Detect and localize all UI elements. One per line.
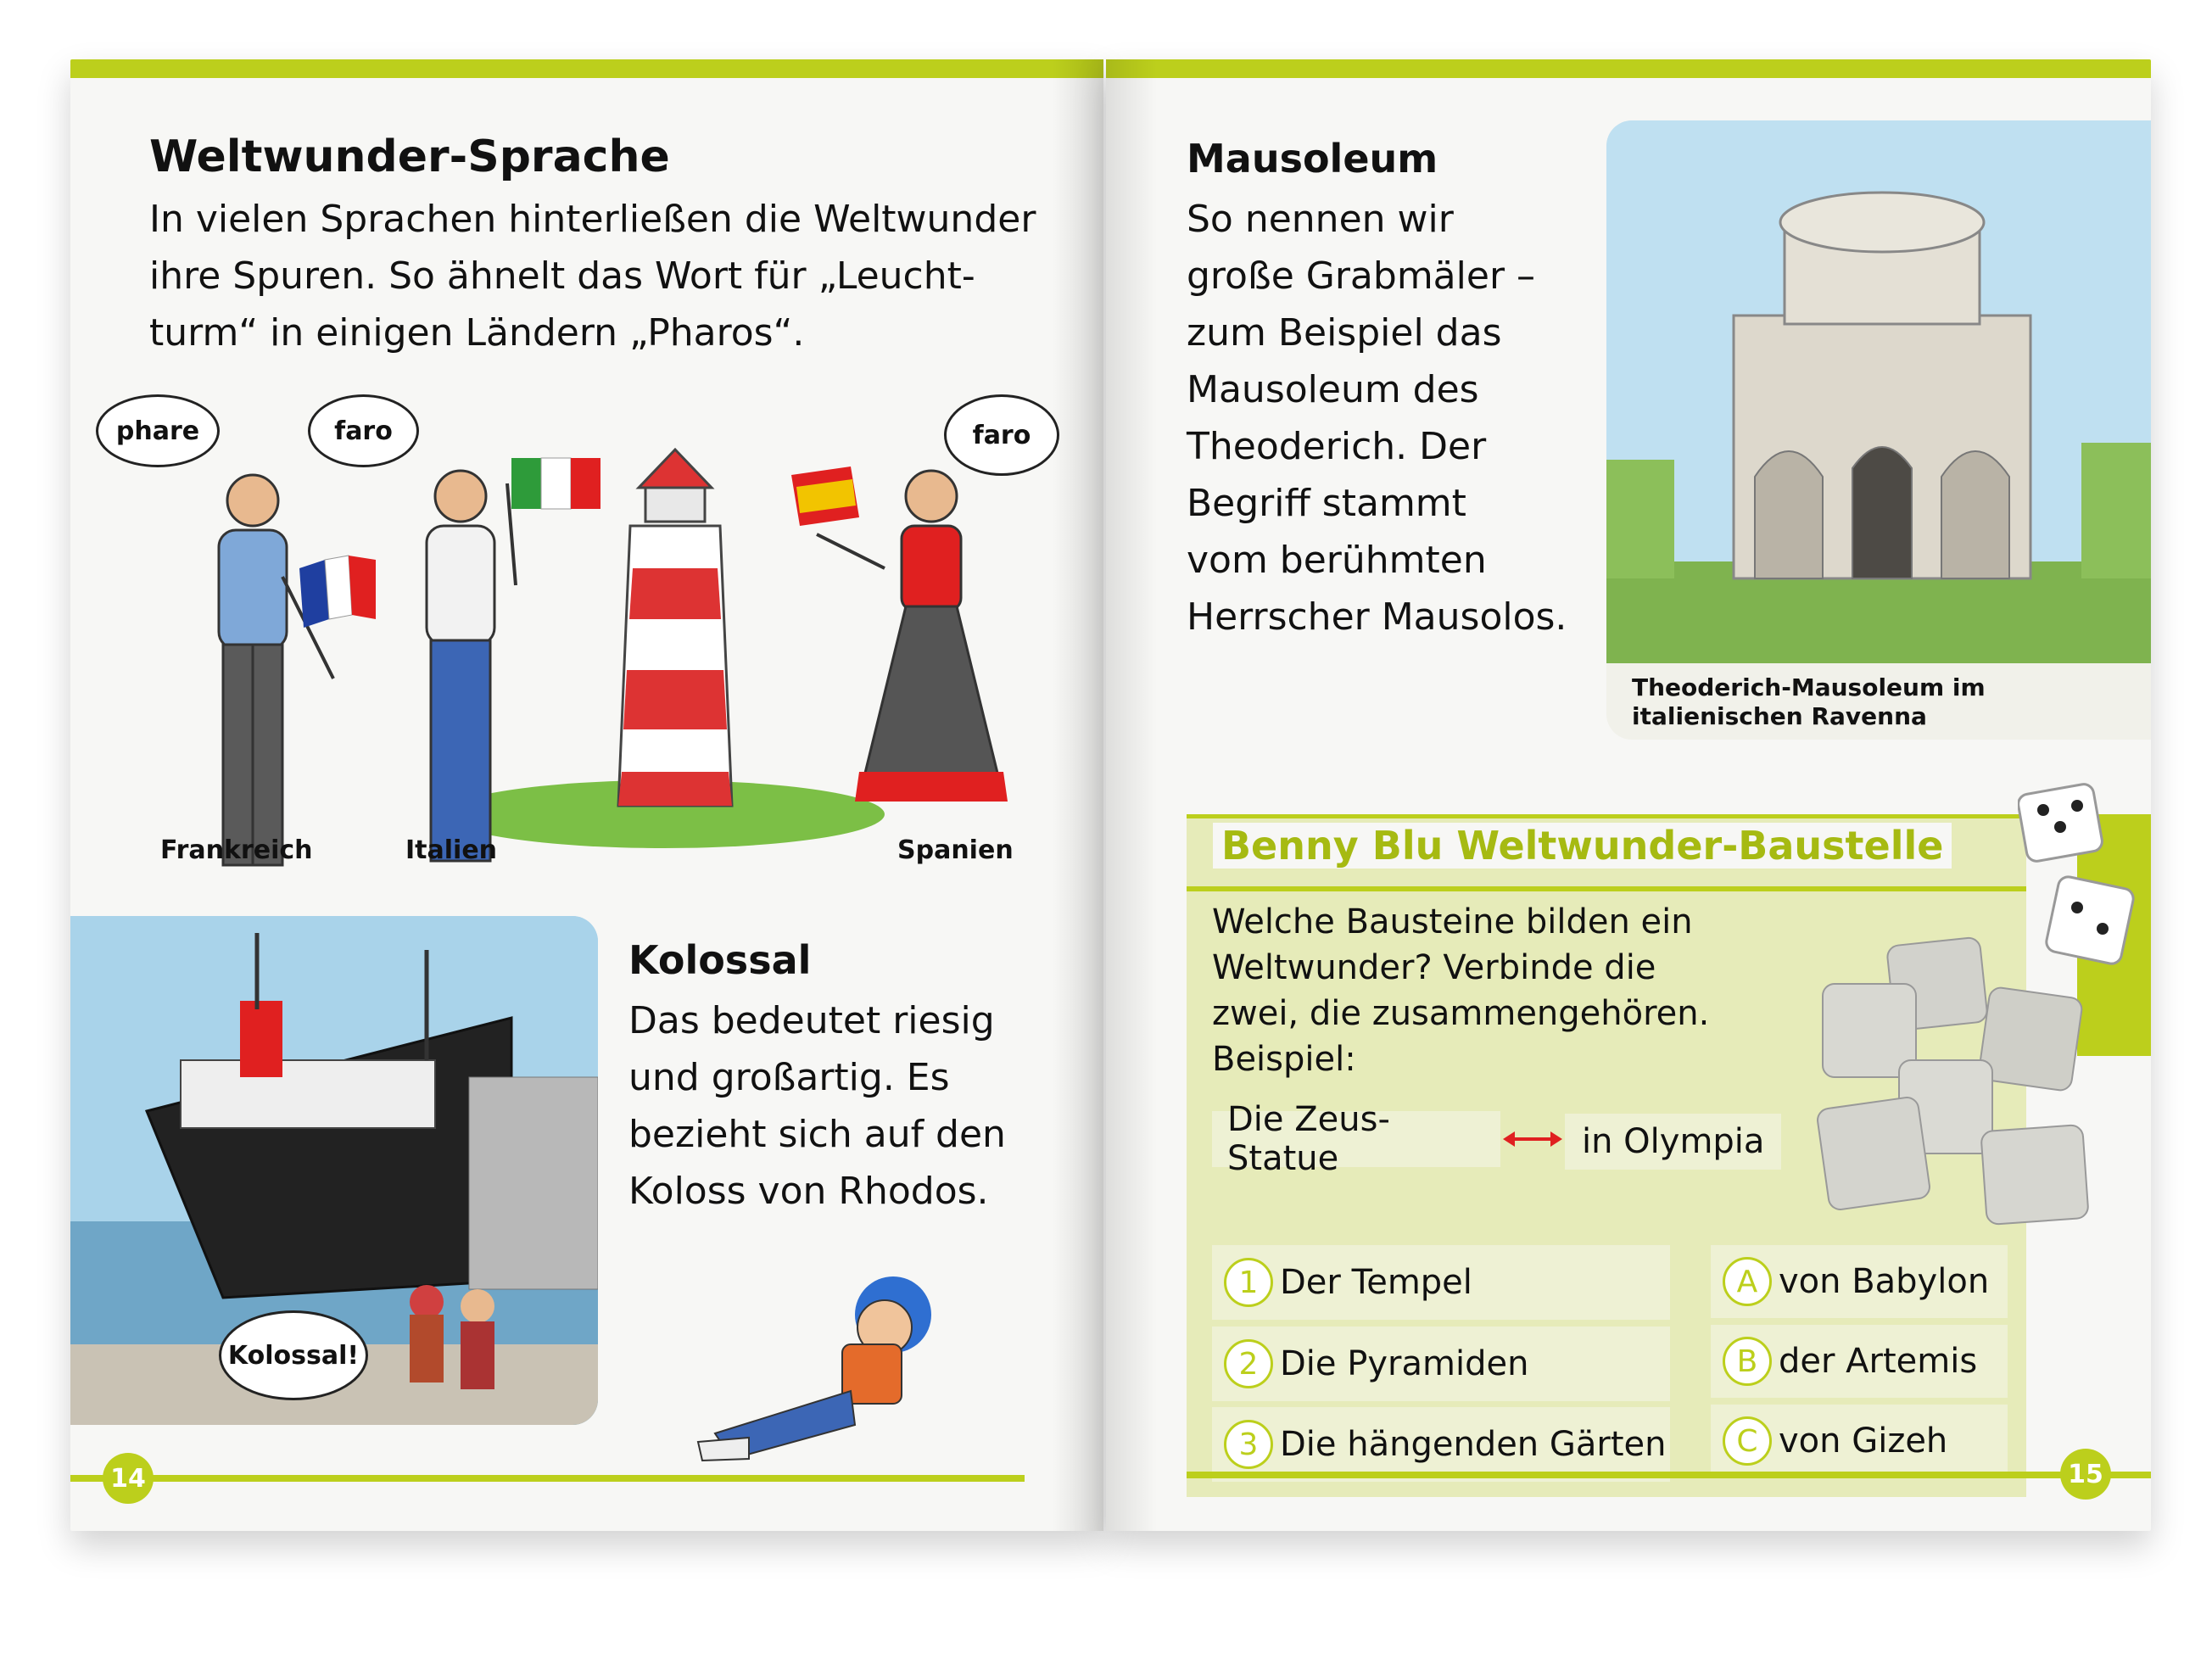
kolossal-line: Koloss von Rhodos. xyxy=(628,1170,989,1213)
top-green-band xyxy=(70,59,1103,78)
item-number-badge: 3 xyxy=(1224,1420,1273,1469)
kolossal-line: bezieht sich auf den xyxy=(628,1113,1006,1156)
top-green-band xyxy=(1106,59,2151,78)
spanish-flag-icon xyxy=(791,466,885,568)
photo-caption-line: italienischen Ravenna xyxy=(1632,702,1927,730)
item-text: der Artemis xyxy=(1779,1342,1978,1381)
example-right-cell: in Olympia xyxy=(1565,1114,1781,1170)
speech-bubble-faro-italy: faro xyxy=(308,394,419,467)
item-text: von Babylon xyxy=(1779,1262,1990,1301)
right-item-a[interactable] xyxy=(1711,1245,2008,1318)
mausoleum-photo xyxy=(1606,120,2151,740)
bottom-rule xyxy=(1187,1472,2151,1478)
gutter-shade xyxy=(1106,59,1157,1531)
section-title-weltwunder-sprache: Weltwunder-Sprache xyxy=(149,131,670,182)
mausoleum-line: große Grabmäler – xyxy=(1187,254,1536,298)
page-number-left: 14 xyxy=(103,1453,154,1504)
boy-character-illustration xyxy=(681,1264,952,1467)
puzzle-title-underline xyxy=(1187,886,2026,891)
puzzle-title: Benny Blu Weltwunder-Baustelle xyxy=(1213,823,1952,869)
stone-blocks-illustration xyxy=(1814,933,2094,1247)
italian-man-figure xyxy=(427,471,494,861)
puzzle-line: Welche Bausteine bilden ein xyxy=(1212,902,1693,941)
item-letter-badge: B xyxy=(1723,1337,1772,1386)
intro-line: turm“ in einigen Ländern „Pharos“. xyxy=(149,311,805,355)
caption-italien: Italien xyxy=(405,835,498,865)
kolossal-line: Das bedeutet riesig xyxy=(628,999,995,1042)
french-man-figure xyxy=(219,475,287,865)
item-number-badge: 1 xyxy=(1224,1258,1273,1307)
mausoleum-line: Theoderich. Der xyxy=(1187,425,1487,468)
item-letter-badge: C xyxy=(1723,1416,1772,1466)
left-item-1[interactable] xyxy=(1212,1245,1670,1320)
left-page xyxy=(70,59,1103,1531)
speech-bubble-faro-spain: faro xyxy=(944,394,1059,476)
italian-flag-icon xyxy=(507,458,600,585)
speech-bubble-kolossal: Kolossal! xyxy=(219,1310,368,1400)
example-left-cell: Die Zeus-Statue xyxy=(1212,1111,1500,1167)
bottom-rule xyxy=(70,1475,1025,1482)
french-flag-icon xyxy=(282,556,376,679)
item-text: von Gizeh xyxy=(1779,1422,1948,1461)
mausoleum-line: Herrscher Mausolos. xyxy=(1187,595,1567,639)
mausoleum-line: Begriff stammt xyxy=(1187,482,1466,525)
ship-image xyxy=(70,916,598,1425)
section-title-mausoleum: Mausoleum xyxy=(1187,136,1438,182)
puzzle-line: Beispiel: xyxy=(1212,1040,1356,1079)
section-title-kolossal: Kolossal xyxy=(628,937,812,983)
kolossal-line: und großartig. Es xyxy=(628,1056,950,1099)
mausoleum-line: So nennen wir xyxy=(1187,198,1454,241)
intro-line: ihre Spuren. So ähnelt das Wort für „Leucht- xyxy=(149,254,975,298)
double-arrow-icon xyxy=(1503,1126,1562,1152)
mausoleum-line: zum Beispiel das xyxy=(1187,311,1502,355)
speech-bubble-phare: phare xyxy=(96,394,220,467)
photo-caption-line: Theoderich-Mausoleum im xyxy=(1632,673,1986,701)
caption-spanien: Spanien xyxy=(897,835,1014,865)
item-letter-badge: A xyxy=(1723,1257,1772,1306)
right-page xyxy=(1106,59,2151,1531)
puzzle-instructions xyxy=(1212,899,1709,1082)
item-text: Der Tempel xyxy=(1280,1263,1472,1302)
page-number-right: 15 xyxy=(2060,1449,2111,1500)
puzzle-line: zwei, die zusammengehören. xyxy=(1212,994,1710,1033)
spanish-woman-figure xyxy=(855,471,1008,802)
caption-frankreich: Frankreich xyxy=(160,835,313,865)
photo-caption xyxy=(1632,673,1986,731)
left-item-3[interactable] xyxy=(1212,1407,1670,1482)
left-item-2[interactable] xyxy=(1212,1327,1670,1401)
mausoleum-line: vom berühmten xyxy=(1187,539,1487,582)
item-text: Die Pyramiden xyxy=(1280,1344,1529,1383)
item-text: Die hängenden Gärten xyxy=(1280,1425,1667,1464)
puzzle-line: Weltwunder? Verbinde die xyxy=(1212,948,1656,987)
mausoleum-line: Mausoleum des xyxy=(1187,368,1479,411)
right-item-c[interactable] xyxy=(1711,1405,2008,1477)
intro-line: In vielen Sprachen hinterließen die Weltwunder xyxy=(149,198,1036,241)
item-number-badge: 2 xyxy=(1224,1339,1273,1388)
lighthouse-icon xyxy=(618,450,732,806)
right-item-b[interactable] xyxy=(1711,1325,2008,1398)
